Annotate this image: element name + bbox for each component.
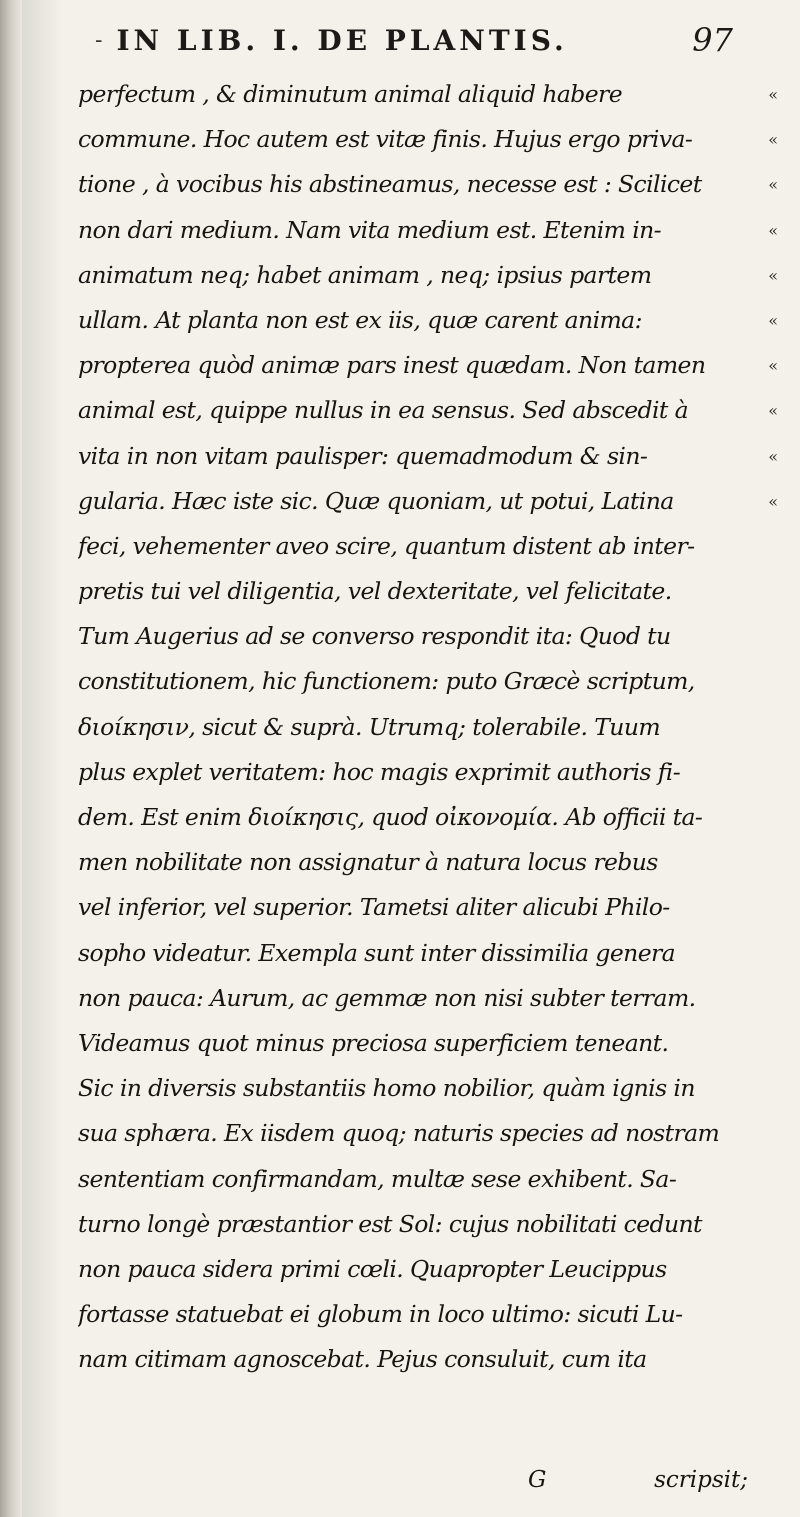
line-text: men nobilitate non assignatur à natura locus rebus <box>78 848 658 877</box>
text-line <box>78 434 778 479</box>
line-text: commune. Hoc autem est vitæ finis. Hujus ergo priva- <box>78 125 693 154</box>
line-text: perfectum , & diminutum animal aliquid habere <box>78 80 622 108</box>
page-number: 97 <box>692 21 733 59</box>
quotation-mark: « <box>768 85 778 104</box>
text-line <box>78 479 778 524</box>
line-text: Videamus quot minus preciosa superficiem teneant. <box>78 1028 669 1057</box>
text-line <box>78 343 778 388</box>
text-line <box>78 298 778 343</box>
line-text: animal est, quippe nullus in ea sensus. Sed abscedit à <box>78 396 689 425</box>
quotation-mark: « <box>768 220 778 240</box>
quotation-mark: « <box>768 401 778 421</box>
quotation-mark: « <box>768 310 778 330</box>
line-text: plus explet veritatem: hoc magis exprimit authoris fi- <box>78 757 681 786</box>
head-ornament: - <box>95 27 103 53</box>
text-line <box>78 1157 778 1202</box>
line-text: Sic in diversis substantiis homo nobilior, quàm ignis in <box>78 1074 695 1103</box>
text-line <box>78 1337 778 1382</box>
text-line <box>78 388 778 433</box>
line-text: Tum Augerius ad se converso respondit ita: Quod tu <box>78 622 671 651</box>
line-text: animatum neq; habet animam , neq; ipsius partem <box>78 260 652 289</box>
line-text: nam citimam agnoscebat. Pejus consuluit, cum ita <box>78 1345 647 1374</box>
quotation-mark: « <box>768 491 778 511</box>
text-line <box>78 253 778 298</box>
body-text <box>78 72 778 1382</box>
line-text: dem. Est enim διοίκησις, quod οἰκονομία. Ab officii ta- <box>78 803 703 831</box>
text-line <box>78 72 778 117</box>
line-text: feci, vehementer aveo scire, quantum distent ab inter- <box>78 531 695 560</box>
line-text: non dari medium. Nam vita medium est. Etenim in- <box>78 215 662 244</box>
text-line <box>78 885 778 930</box>
text-line <box>78 1292 778 1337</box>
text-line <box>78 705 778 750</box>
quotation-mark: « <box>768 130 778 150</box>
catchword: scripsit; <box>654 1467 748 1493</box>
text-line <box>78 795 778 840</box>
line-text: non pauca: Aurum, ac gemmæ non nisi subter terram. <box>78 983 696 1012</box>
text-line <box>78 931 778 976</box>
page-footer <box>78 1467 778 1507</box>
quotation-mark: « <box>768 175 778 195</box>
text-line <box>78 659 778 704</box>
line-text: sententiam confirmandam, multæ sese exhibent. Sa- <box>78 1164 677 1193</box>
running-head <box>95 18 775 62</box>
quotation-mark: « <box>768 446 778 466</box>
text-line <box>78 750 778 795</box>
quotation-mark: « <box>768 356 778 376</box>
line-text: tione , à vocibus his abstineamus, necesse est : Scilicet <box>78 170 702 199</box>
text-line <box>78 117 778 162</box>
line-text: vel inferior, vel superior. Tametsi aliter alicubi Philo- <box>78 893 670 922</box>
quotation-mark: « <box>768 265 778 285</box>
text-line <box>78 1021 778 1066</box>
line-text: non pauca sidera primi cœli. Quapropter Leucippus <box>78 1254 667 1283</box>
line-text: ullam. At planta non est ex iis, quæ carent anima: <box>78 305 642 334</box>
line-text: gularia. Hæc iste sic. Quæ quoniam, ut potui, Latina <box>78 486 674 515</box>
line-text: sopho videatur. Exempla sunt inter dissimilia genera <box>78 938 676 967</box>
line-text: turno longè præstantior est Sol: cujus nobilitati cedunt <box>78 1209 702 1238</box>
line-text: vita in non vitam paulisper: quemadmodum & sin- <box>78 441 648 470</box>
line-text: constitutionem, hic functionem: puto Græcè scriptum, <box>78 667 695 696</box>
running-head-title: IN LIB. I. DE PLANTIS. <box>116 23 568 57</box>
text-line <box>78 1247 778 1292</box>
text-line <box>78 976 778 1021</box>
line-text: διοίκησιν, sicut & suprà. Utrumq; tolerabile. Tuum <box>78 712 661 741</box>
signature-mark: G <box>528 1467 547 1493</box>
line-text: sua sphæra. Ex iisdem quoq; naturis species ad nostram <box>78 1119 720 1148</box>
text-line <box>78 208 778 253</box>
text-line <box>78 1202 778 1247</box>
text-line <box>78 614 778 659</box>
text-line <box>78 569 778 614</box>
text-line <box>78 162 778 207</box>
line-text: propterea quòd animæ pars inest quædam. Non tamen <box>78 351 706 380</box>
text-line <box>78 524 778 569</box>
text-line <box>78 1111 778 1156</box>
text-line <box>78 840 778 885</box>
line-text: pretis tui vel diligentia, vel dexteritate, vel felicitate. <box>78 577 672 606</box>
text-line <box>78 1066 778 1111</box>
line-text: fortasse statuebat ei globum in loco ultimo: sicuti Lu- <box>78 1300 683 1329</box>
